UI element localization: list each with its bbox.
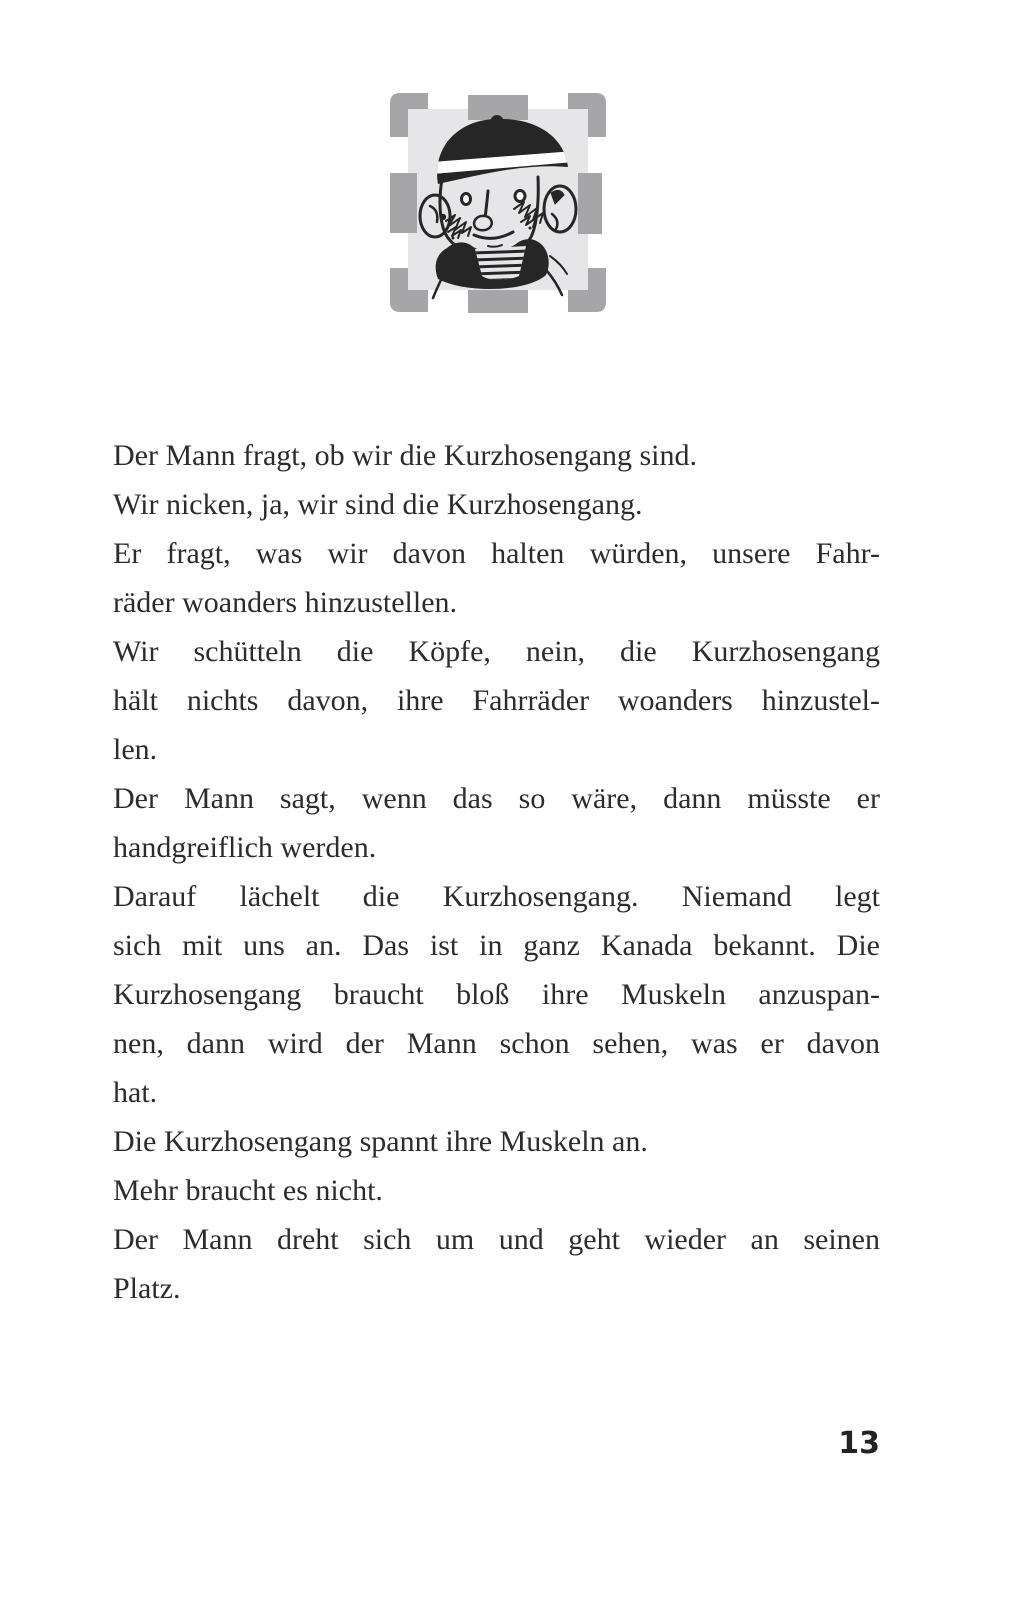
text-line: räder woanders hinzustellen.	[113, 586, 458, 619]
text-line: Wir nicken, ja, wir sind die Kurzhosengang.	[113, 488, 643, 521]
text-line: Die Kurzhosengang spannt ihre Muskeln an.	[113, 1125, 648, 1158]
page-number: 13	[838, 1426, 880, 1461]
text-line: len.	[113, 733, 158, 766]
body-text	[113, 431, 880, 1313]
text-line: Mehr braucht es nicht.	[113, 1174, 383, 1207]
text-line: Der Mann fragt, ob wir die Kurzhosengang sind.	[113, 439, 698, 472]
text-line: sich mit uns an. Das ist in ganz Kanada bekannt. Die	[113, 929, 880, 962]
text-line: hält nichts davon, ihre Fahrräder woanders hinzustel-	[113, 684, 880, 717]
text-line: handgreiflich werden.	[113, 831, 377, 864]
text-line: hat.	[113, 1076, 158, 1109]
text-line: Der Mann dreht sich um und geht wieder an seinen	[113, 1223, 880, 1256]
text-line: Wir schütteln die Köpfe, nein, die Kurzhosengang	[113, 635, 880, 668]
boy-portrait-illustration	[380, 85, 616, 321]
text-line: Der Mann sagt, wenn das so wäre, dann müsste er	[113, 782, 880, 815]
text-line: Kurzhosengang braucht bloß ihre Muskeln anzuspan-	[113, 978, 880, 1011]
text-line: Er fragt, was wir davon halten würden, unsere Fahr-	[113, 537, 880, 570]
hat-bobble	[491, 115, 503, 125]
text-line: Darauf lächelt die Kurzhosengang. Niemand legt	[113, 880, 880, 913]
text-line: Platz.	[113, 1272, 181, 1305]
text-line: nen, dann wird der Mann schon sehen, was er davon	[113, 1027, 880, 1060]
chapter-illustration	[380, 85, 616, 321]
